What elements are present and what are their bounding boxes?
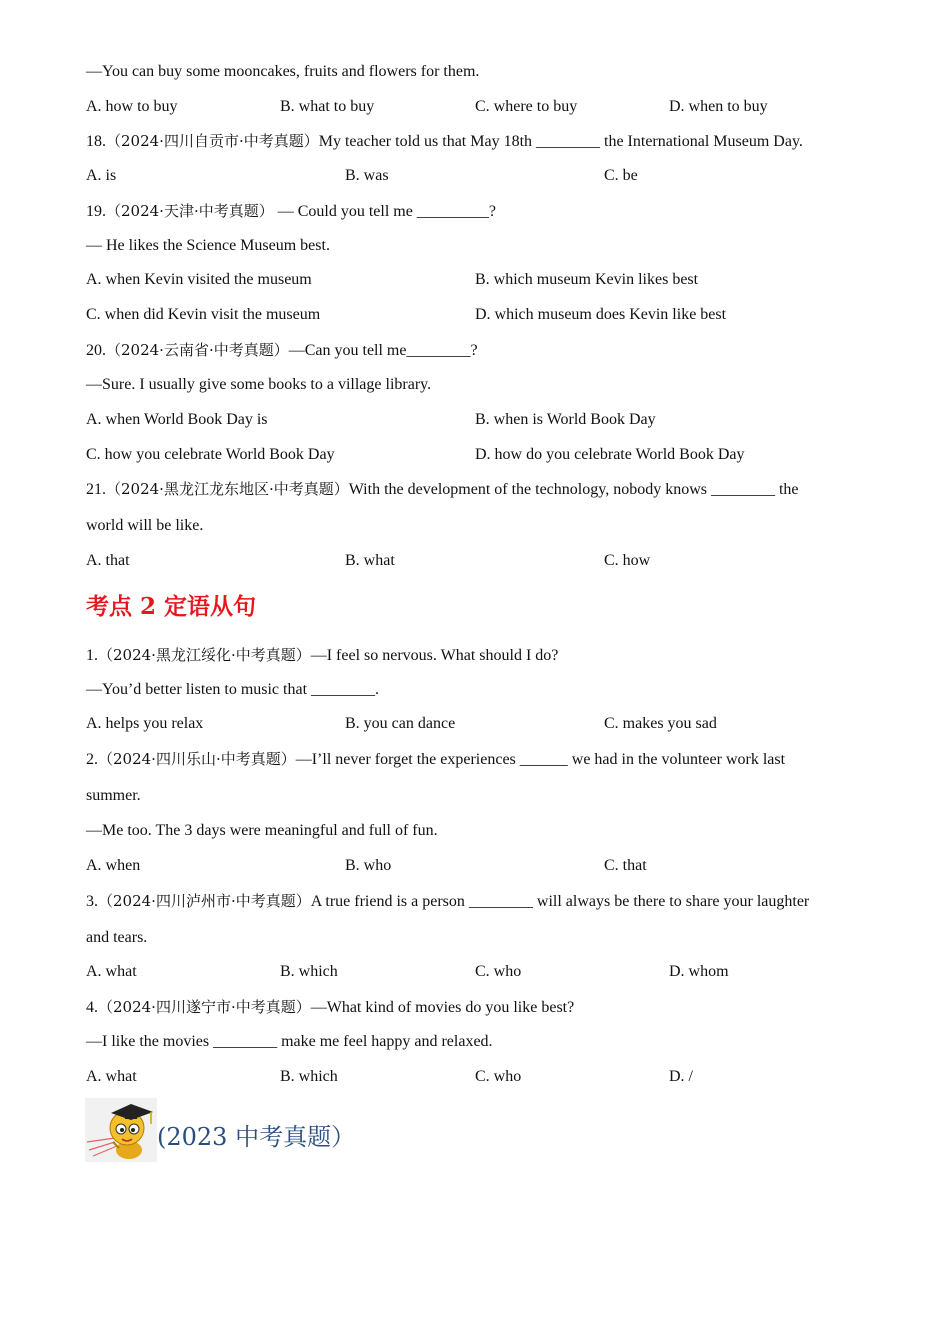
s2q2-option-b: B. who bbox=[345, 857, 392, 874]
s2q2-option-c: C. that bbox=[604, 857, 647, 874]
s2q2-number: 2. bbox=[86, 751, 98, 768]
q21-option-c: C. how bbox=[604, 552, 651, 569]
s2q3-source: （2024·四川泸州市·中考真题） bbox=[98, 892, 311, 910]
q18-option-b: B. was bbox=[345, 167, 389, 184]
s2q1-option-a: A. helps you relax bbox=[86, 715, 204, 732]
q17-answer: —You can buy some mooncakes, fruits and flowers for them. bbox=[86, 63, 480, 80]
q20-answer: —Sure. I usually give some books to a village library. bbox=[86, 376, 432, 393]
q18-option-c: C. be bbox=[604, 167, 638, 184]
s2q3-stem-continued: and tears. bbox=[86, 929, 148, 946]
q21-option-b: B. what bbox=[345, 552, 395, 569]
q17-option-a: A. how to buy bbox=[86, 98, 178, 115]
q20-option-a: A. when World Book Day is bbox=[86, 411, 268, 428]
s2q2-stem bbox=[86, 749, 785, 770]
s2q1-option-b: B. you can dance bbox=[345, 715, 456, 732]
q18-option-a: A. is bbox=[86, 167, 117, 184]
s2q4-number: 4. bbox=[86, 999, 98, 1016]
q19-option-c: C. when did Kevin visit the museum bbox=[86, 306, 321, 323]
s2q3-option-d: D. whom bbox=[669, 963, 729, 980]
s2q4-answer: —I like the movies ________ make me feel happy and relaxed. bbox=[86, 1033, 493, 1050]
q17-option-c: C. where to buy bbox=[475, 98, 578, 115]
s2q4-text: —What kind of movies do you like best? bbox=[310, 999, 575, 1016]
q19-answer: — He likes the Science Museum best. bbox=[86, 237, 330, 254]
s2q4-option-a: A. what bbox=[86, 1068, 137, 1085]
q19-number: 19. bbox=[86, 203, 106, 220]
q21-option-a: A. that bbox=[86, 552, 130, 569]
s2q1-text: —I feel so nervous. What should I do? bbox=[310, 647, 559, 664]
q21-source: （2024·黑龙江龙东地区·中考真题） bbox=[106, 480, 349, 498]
q20-source: （2024·云南省·中考真题） bbox=[106, 341, 289, 359]
q19-source: （2024·天津·中考真题） bbox=[106, 202, 274, 220]
s2q2-source: （2024·四川乐山·中考真题） bbox=[98, 750, 296, 768]
q21-text: With the development of the technology, nobody knows ________ the bbox=[348, 481, 799, 498]
q19-option-b: B. which museum Kevin likes best bbox=[475, 271, 699, 288]
s2q2-text: —I’ll never forget the experiences ______ we had in the volunteer work last bbox=[295, 751, 786, 768]
s2q3-number: 3. bbox=[86, 893, 98, 910]
q21-stem-continued: world will be like. bbox=[86, 517, 204, 534]
q20-text: —Can you tell me________? bbox=[288, 342, 478, 359]
s2q2-stem-continued: summer. bbox=[86, 787, 141, 804]
s2q1-stem bbox=[86, 645, 558, 666]
q19-option-a: A. when Kevin visited the museum bbox=[86, 271, 312, 288]
s2q2-option-a: A. when bbox=[86, 857, 141, 874]
q20-stem bbox=[86, 340, 478, 361]
q17-option-b: B. what to buy bbox=[280, 98, 375, 115]
year-section-heading: (2023 中考真题） bbox=[157, 1123, 356, 1151]
q18-source: （2024·四川自贡市·中考真题） bbox=[106, 132, 319, 150]
s2q4-option-d: D. / bbox=[669, 1068, 693, 1085]
q21-number: 21. bbox=[86, 481, 106, 498]
q18-text: My teacher told us that May 18th ________ the International Museum Day. bbox=[318, 133, 803, 150]
s2q3-stem bbox=[86, 891, 809, 912]
s2q3-text: A true friend is a person ________ will always be there to share your laughter bbox=[310, 893, 810, 910]
s2q2-answer: —Me too. The 3 days were meaningful and full of fun. bbox=[86, 822, 438, 839]
q19-option-d: D. which museum does Kevin like best bbox=[475, 306, 727, 323]
q18-number: 18. bbox=[86, 133, 106, 150]
s2q1-option-c: C. makes you sad bbox=[604, 715, 717, 732]
s2q4-option-b: B. which bbox=[280, 1068, 338, 1085]
q20-option-c: C. how you celebrate World Book Day bbox=[86, 446, 335, 463]
q17-option-d: D. when to buy bbox=[669, 98, 768, 115]
s2q1-answer: —You’d better listen to music that ________. bbox=[86, 681, 380, 698]
q20-option-b: B. when is World Book Day bbox=[475, 411, 656, 428]
s2q4-stem bbox=[86, 997, 574, 1018]
s2q4-source: （2024·四川遂宁市·中考真题） bbox=[98, 998, 311, 1016]
q21-stem bbox=[86, 479, 799, 500]
s2q1-number: 1. bbox=[86, 647, 98, 664]
s2q3-option-a: A. what bbox=[86, 963, 137, 980]
q20-option-d: D. how do you celebrate World Book Day bbox=[475, 446, 745, 463]
q19-stem bbox=[86, 201, 496, 222]
q19-text: — Could you tell me _________? bbox=[273, 203, 496, 220]
s2q4-option-c: C. who bbox=[475, 1068, 522, 1085]
s2q3-option-c: C. who bbox=[475, 963, 522, 980]
section-heading: 考点 2 定语从句 bbox=[86, 593, 257, 620]
s2q3-option-b: B. which bbox=[280, 963, 338, 980]
q18-stem bbox=[86, 131, 803, 152]
graduate-mascot-icon bbox=[85, 1098, 157, 1162]
s2q1-source: （2024·黑龙江绥化·中考真题） bbox=[98, 646, 311, 664]
q20-number: 20. bbox=[86, 342, 106, 359]
